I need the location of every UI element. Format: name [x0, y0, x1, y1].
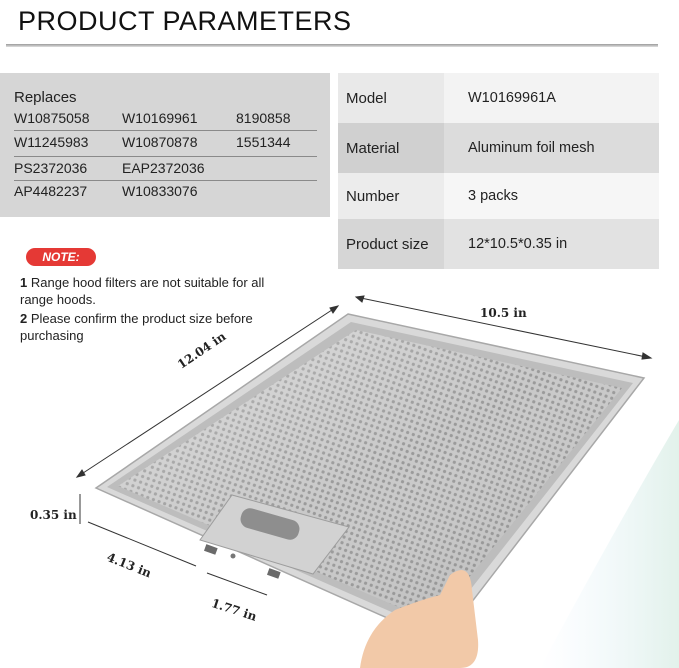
- replaces-label: Replaces: [14, 89, 77, 106]
- dimension-handle-offset: 4.13 in: [104, 550, 154, 581]
- part-number: W10169961: [122, 110, 198, 126]
- dimension-handle-width: 1.77 in: [209, 596, 259, 624]
- note-number: 2: [20, 311, 28, 326]
- part-number: EAP2372036: [122, 160, 205, 176]
- param-value: 12*10.5*0.35 in: [444, 219, 659, 269]
- part-number: PS2372036: [14, 160, 88, 176]
- part-number: W10875058: [14, 110, 90, 126]
- part-number: W10870878: [122, 134, 198, 150]
- note-number: 1: [20, 275, 28, 290]
- page-title: PRODUCT PARAMETERS: [18, 6, 352, 36]
- filter-clip: [204, 544, 218, 555]
- part-number: 8190858: [236, 110, 291, 126]
- param-key: Number: [338, 173, 444, 219]
- param-key: Model: [338, 73, 444, 123]
- dimension-length: 12.04 in: [175, 329, 229, 372]
- param-key: Material: [338, 123, 444, 173]
- param-value: Aluminum foil mesh: [444, 123, 659, 173]
- param-value: 3 packs: [444, 173, 659, 219]
- note-badge: NOTE:: [26, 248, 96, 266]
- dimension-thickness: 0.35 in: [30, 508, 77, 522]
- note-text: Please confirm the product size before purchasing: [20, 311, 253, 343]
- part-number: AP4482237: [14, 183, 88, 199]
- part-number: W11245983: [14, 134, 89, 150]
- part-number: W10833076: [122, 183, 198, 199]
- param-key: Product size: [338, 219, 444, 269]
- note-text: Range hood filters are not suitable for all range hoods.: [20, 275, 265, 307]
- param-value: W10169961A: [444, 73, 659, 123]
- part-number: 1551344: [236, 134, 291, 150]
- dimension-width: 10.5 in: [480, 306, 527, 320]
